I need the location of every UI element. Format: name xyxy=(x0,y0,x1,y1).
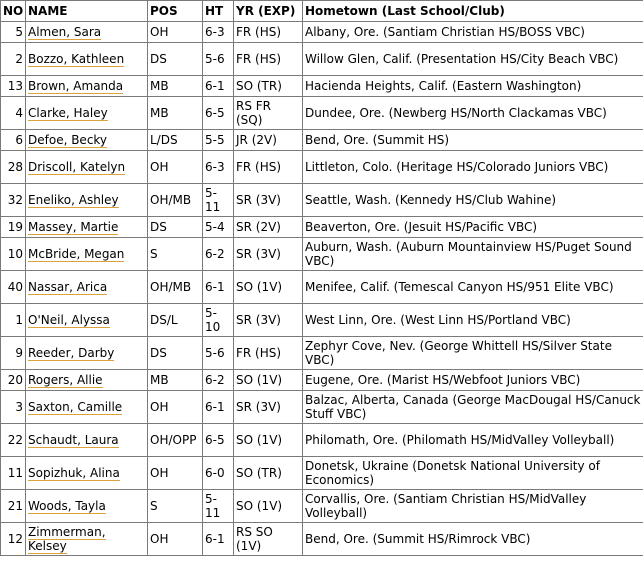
player-position: OH xyxy=(148,391,203,424)
player-hometown: Auburn, Wash. (Auburn Mountainview HS/Puget Sound VBC) xyxy=(303,238,643,271)
player-hometown: Bend, Ore. (Summit HS) xyxy=(303,130,643,151)
player-name-link[interactable]: Massey, Martie xyxy=(28,220,119,234)
player-height: 6-1 xyxy=(203,271,234,304)
player-name-link[interactable]: Bozzo, Kathleen xyxy=(28,52,125,66)
player-number: 40 xyxy=(1,271,26,304)
header-name: NAME xyxy=(26,1,148,22)
player-hometown: Beaverton, Ore. (Jesuit HS/Pacific VBC) xyxy=(303,217,643,238)
player-number: 4 xyxy=(1,97,26,130)
player-hometown: Corvallis, Ore. (Santiam Christian HS/MidValley Volleyball) xyxy=(303,490,643,523)
table-row xyxy=(1,424,643,457)
player-year: SO (1V) xyxy=(234,424,303,457)
player-year: FR (HS) xyxy=(234,43,303,76)
table-row xyxy=(1,271,643,304)
player-year: FR (HS) xyxy=(234,22,303,43)
table-row xyxy=(1,304,643,337)
player-year: SR (2V) xyxy=(234,217,303,238)
player-height: 6-5 xyxy=(203,97,234,130)
player-year: SR (3V) xyxy=(234,238,303,271)
player-position: MB xyxy=(148,97,203,130)
player-number: 3 xyxy=(1,391,26,424)
player-name-link[interactable]: Clarke, Haley xyxy=(28,106,108,120)
player-position: OH xyxy=(148,151,203,184)
player-number: 28 xyxy=(1,151,26,184)
player-height: 6-5 xyxy=(203,424,234,457)
player-name-link[interactable]: Zimmerman, Kelsey xyxy=(28,525,106,553)
player-height: 6-0 xyxy=(203,457,234,490)
header-row xyxy=(1,1,643,22)
player-name-link[interactable]: Woods, Tayla xyxy=(28,499,106,513)
player-name-link[interactable]: Driscoll, Katelyn xyxy=(28,160,126,174)
player-hometown: Balzac, Alberta, Canada (George MacDougal HS/Canuck Stuff VBC) xyxy=(303,391,643,424)
player-year: SR (3V) xyxy=(234,184,303,217)
player-number: 9 xyxy=(1,337,26,370)
player-position: OH xyxy=(148,457,203,490)
player-height: 5-4 xyxy=(203,217,234,238)
player-position: S xyxy=(148,490,203,523)
player-number: 21 xyxy=(1,490,26,523)
player-name-link[interactable]: Almen, Sara xyxy=(28,25,102,39)
table-row xyxy=(1,97,643,130)
player-hometown: Menifee, Calif. (Temescal Canyon HS/951 Elite VBC) xyxy=(303,271,643,304)
table-row xyxy=(1,151,643,184)
player-hometown: Donetsk, Ukraine (Donetsk National University of Economics) xyxy=(303,457,643,490)
player-name-link[interactable]: Rogers, Allie xyxy=(28,373,103,387)
player-hometown: Willow Glen, Calif. (Presentation HS/City Beach VBC) xyxy=(303,43,643,76)
player-year: FR (HS) xyxy=(234,337,303,370)
player-height: 5-11 xyxy=(203,490,234,523)
player-position: OH/MB xyxy=(148,271,203,304)
player-number: 19 xyxy=(1,217,26,238)
header-yr: YR (EXP) xyxy=(234,1,303,22)
player-position: DS/L xyxy=(148,304,203,337)
player-height: 6-3 xyxy=(203,151,234,184)
player-name-link[interactable]: Nassar, Arica xyxy=(28,280,108,294)
player-year: SR (3V) xyxy=(234,304,303,337)
player-number: 13 xyxy=(1,76,26,97)
player-number: 10 xyxy=(1,238,26,271)
header-hometown: Hometown (Last School/Club) xyxy=(303,1,643,22)
table-row xyxy=(1,490,643,523)
player-year: SO (1V) xyxy=(234,370,303,391)
header-no: NO xyxy=(1,1,26,22)
player-number: 6 xyxy=(1,130,26,151)
table-row xyxy=(1,130,643,151)
player-position: OH xyxy=(148,22,203,43)
player-year: RS FR (SQ) xyxy=(234,97,303,130)
player-hometown: Seattle, Wash. (Kennedy HS/Club Wahine) xyxy=(303,184,643,217)
player-position: L/DS xyxy=(148,130,203,151)
table-row xyxy=(1,370,643,391)
player-number: 12 xyxy=(1,523,26,556)
player-name-link[interactable]: Brown, Amanda xyxy=(28,79,124,93)
table-row xyxy=(1,238,643,271)
player-year: SO (TR) xyxy=(234,76,303,97)
player-position: MB xyxy=(148,370,203,391)
player-number: 5 xyxy=(1,22,26,43)
player-height: 6-3 xyxy=(203,22,234,43)
player-hometown: Bend, Ore. (Summit HS/Rimrock VBC) xyxy=(303,523,643,556)
player-hometown: Dundee, Ore. (Newberg HS/North Clackamas VBC) xyxy=(303,97,643,130)
player-position: S xyxy=(148,238,203,271)
player-position: MB xyxy=(148,76,203,97)
player-number: 11 xyxy=(1,457,26,490)
player-position: DS xyxy=(148,337,203,370)
player-position: OH xyxy=(148,523,203,556)
player-height: 5-10 xyxy=(203,304,234,337)
player-name-link[interactable]: Sopizhuk, Alina xyxy=(28,466,120,480)
player-name-link[interactable]: Defoe, Becky xyxy=(28,133,108,147)
player-position: OH/MB xyxy=(148,184,203,217)
player-name-link[interactable]: Schaudt, Laura xyxy=(28,433,119,447)
player-height: 5-11 xyxy=(203,184,234,217)
header-ht: HT xyxy=(203,1,234,22)
header-pos: POS xyxy=(148,1,203,22)
player-hometown: Hacienda Heights, Calif. (Eastern Washington) xyxy=(303,76,643,97)
player-year: SO (1V) xyxy=(234,490,303,523)
player-year: SR (3V) xyxy=(234,391,303,424)
player-year: SO (1V) xyxy=(234,271,303,304)
player-height: 5-6 xyxy=(203,43,234,76)
player-year: JR (2V) xyxy=(234,130,303,151)
player-height: 6-1 xyxy=(203,523,234,556)
table-row xyxy=(1,337,643,370)
table-row xyxy=(1,76,643,97)
player-name-link[interactable]: O'Neil, Alyssa xyxy=(28,313,110,327)
table-row xyxy=(1,523,643,556)
table-row xyxy=(1,391,643,424)
player-number: 32 xyxy=(1,184,26,217)
player-number: 2 xyxy=(1,43,26,76)
player-year: RS SO (1V) xyxy=(234,523,303,556)
player-position: DS xyxy=(148,217,203,238)
player-hometown: Philomath, Ore. (Philomath HS/MidValley Volleyball) xyxy=(303,424,643,457)
player-position: DS xyxy=(148,43,203,76)
player-name-link[interactable]: Saxton, Camille xyxy=(28,400,123,414)
player-hometown: West Linn, Ore. (West Linn HS/Portland VBC) xyxy=(303,304,643,337)
player-height: 5-6 xyxy=(203,337,234,370)
table-row xyxy=(1,457,643,490)
player-name-link[interactable]: McBride, Megan xyxy=(28,247,125,261)
player-number: 1 xyxy=(1,304,26,337)
player-height: 6-2 xyxy=(203,370,234,391)
table-row xyxy=(1,43,643,76)
player-height: 6-2 xyxy=(203,238,234,271)
player-name-link[interactable]: Reeder, Darby xyxy=(28,346,115,360)
table-row xyxy=(1,217,643,238)
player-hometown: Eugene, Ore. (Marist HS/Webfoot Juniors VBC) xyxy=(303,370,643,391)
player-year: SO (TR) xyxy=(234,457,303,490)
player-year: FR (HS) xyxy=(234,151,303,184)
player-name-link[interactable]: Eneliko, Ashley xyxy=(28,193,119,207)
player-hometown: Littleton, Colo. (Heritage HS/Colorado Juniors VBC) xyxy=(303,151,643,184)
player-height: 6-1 xyxy=(203,391,234,424)
player-number: 20 xyxy=(1,370,26,391)
player-height: 5-5 xyxy=(203,130,234,151)
player-number: 22 xyxy=(1,424,26,457)
player-hometown: Zephyr Cove, Nev. (George Whittell HS/Silver State VBC) xyxy=(303,337,643,370)
player-hometown: Albany, Ore. (Santiam Christian HS/BOSS VBC) xyxy=(303,22,643,43)
table-row xyxy=(1,22,643,43)
table-row xyxy=(1,184,643,217)
player-position: OH/OPP xyxy=(148,424,203,457)
player-height: 6-1 xyxy=(203,76,234,97)
